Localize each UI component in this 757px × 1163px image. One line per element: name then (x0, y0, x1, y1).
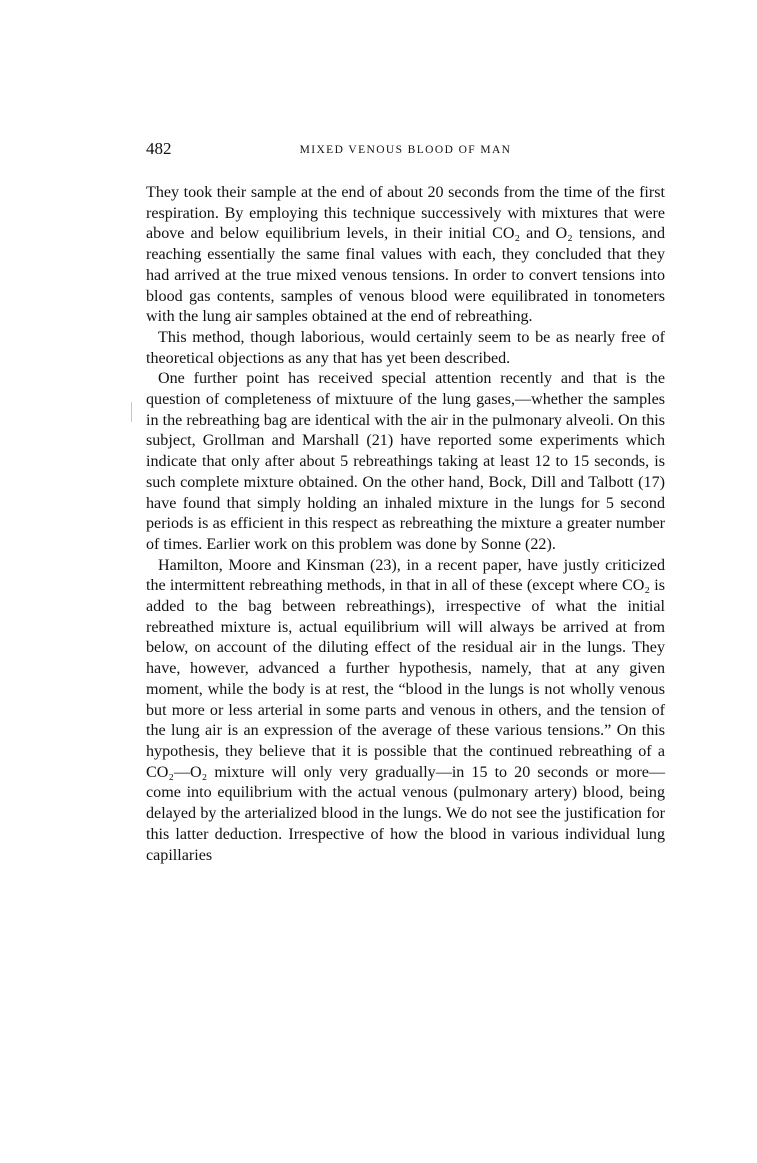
margin-mark (131, 402, 132, 422)
paragraph: They took their sample at the end of about 20 seconds from the time of the first respiration. By employing this technique successively with mixtures that were above and below equilibrium levels, in their initial CO₂ and O₂ tensions, and reaching essentially the same final values with each, they concluded that they had arrived at the true mixed venous tensions. In order to convert tensions into blood gas contents, samples of venous blood were equilibrated in tonometers with the lung air samples obtained at the end of rebreathing. (146, 184, 665, 326)
running-head: MIXED VENOUS BLOOD OF MAN (299, 144, 512, 156)
page-number: 482 (146, 139, 172, 158)
page-header (146, 139, 665, 161)
paragraph: This method, though laborious, would certainly seem to be as nearly free of theoretical objections as any that has yet been described. (146, 328, 665, 367)
paragraph: Hamilton, Moore and Kinsman (23), in a recent paper, have justly criticized the intermittent rebreathing methods, in that in all of these (except where CO₂ is added to the bag between rebreathings), irrespective of what the initial rebreathed mixture is, actual equilibrium will will always be arrived at from below, on account of the diluting effect of the residual air in the lungs. They have, however, advanced a further hypothesis, namely, that at any given moment, while the body is at rest, the “blood in the lungs is not wholly venous but more or less arterial in some parts and venous in others, and the tension of the lung air is an expression of the average of these various tensions.” On this hypothesis, they believe that it is possible that the continued rebreathing of a CO₂—O₂ mixture will only very gradually—in 15 to 20 seconds or more—come into equilibrium with the actual venous (pulmonary artery) blood, being delayed by the arterialized blood in the lungs. We do not see the justification for this latter deduction. Irrespective of how the blood in various individual lung capillaries (146, 556, 665, 864)
body-text (146, 183, 665, 866)
paragraph: One further point has received special attention recently and that is the question of completeness of mixtuure of the lung gases,—whether the samples in the rebreathing bag are identical with the air in the pulmonary alveoli. On this subject, Grollman and Marshall (21) have reported some experiments which indicate that only after about 5 rebreathings taking at least 12 to 15 seconds, is such complete mixture obtained. On the other hand, Bock, Dill and Talbott (17) have found that simply holding an inhaled mixture in the lungs for 5 second periods is as efficient in this respect as rebreathing the mixture a greater number of times. Earlier work on this problem was done by Sonne (22). (146, 370, 665, 553)
